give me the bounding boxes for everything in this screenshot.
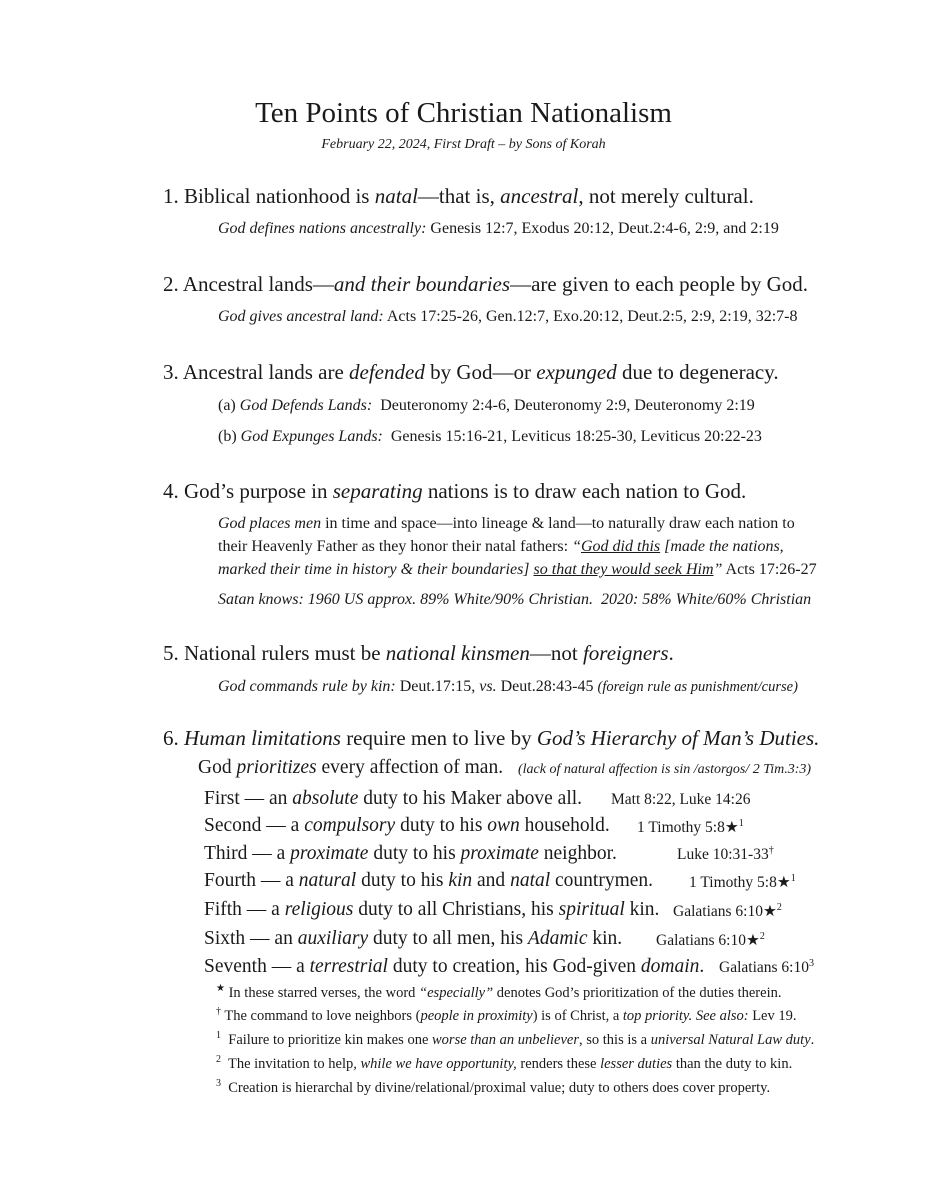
duty-seventh: Seventh — a terrestrial duty to creation, his God-given domain. bbox=[204, 956, 705, 977]
duty-sixth-ref: Galatians 6:10★$^2$ bbox=[656, 930, 765, 949]
page-subtitle: February 22, 2024, First Draft – by Sons of Korah bbox=[321, 137, 606, 152]
duty-third-ref: Luke 10:31-33† bbox=[677, 844, 774, 863]
duty-fourth-ref: 1 Timothy 5:8★$^1$ bbox=[689, 872, 796, 891]
footnote-star: ★ In these starred verses, the word “especially” denotes God’s prioritization of the duties therein. bbox=[216, 983, 782, 1001]
duty-sixth: Sixth — an auxiliary duty to all men, his Adamic kin. bbox=[204, 928, 623, 949]
duty-fifth-ref: Galatians 6:10★$^2$ bbox=[673, 901, 782, 920]
point-4-heading: 4. God’s purpose in separating nations is to draw each nation to God. bbox=[163, 479, 747, 503]
point-1-citation: God defines nations ancestrally: Genesis 12:7, Exodus 20:12, Deut.2:4-6, 2:9, and 2:19 bbox=[218, 220, 779, 237]
duty-fifth: Fifth — a religious duty to all Christians, his spiritual kin. bbox=[204, 899, 660, 920]
point-5-citation: God commands rule by kin: Deut.17:15, vs. Deut.28:43-45 (foreign rule as punishment/curse) bbox=[218, 678, 798, 695]
footnote-2: $^2$ The invitation to help, while we have opportunity, renders these lesser duties than the duty to kin. bbox=[216, 1054, 793, 1072]
point-3-sub-b: (b) God Expunges Lands: Genesis 15:16-21, Leviticus 18:25-30, Leviticus 20:22-23 bbox=[218, 428, 762, 445]
duty-fourth: Fourth — a natural duty to his kin and natal countrymen. bbox=[204, 870, 654, 891]
point-2-citation: God gives ancestral land: Acts 17:25-26, Gen.12:7, Exo.20:12, Deut.2:5, 2:9, 2:19, 32:7-8 bbox=[218, 308, 798, 325]
point-4-line-3: marked their time in history & their boundaries] so that they would seek Him” Acts 17:26-27 bbox=[218, 561, 817, 578]
point-4-statistics: Satan knows: 1960 US approx. 89% White/90% Christian. 2020: 58% White/60% Christian bbox=[218, 591, 812, 608]
footnote-3: $^3$ Creation is hierarchal by divine/relational/proximal value; duty to others does cover property. bbox=[216, 1078, 771, 1096]
duty-second: Second — a compulsory duty to his own household. bbox=[204, 815, 610, 836]
point-3-heading: 3. Ancestral lands are defended by God—or expunged due to degeneracy. bbox=[163, 360, 779, 384]
duty-first: First — an absolute duty to his Maker above all. bbox=[204, 788, 583, 809]
point-4-line-2: their Heavenly Father as they honor their natal fathers: “God did this [made the nations, bbox=[218, 538, 784, 555]
footnote-1: $^1$ Failure to prioritize kin makes one worse than an unbeliever, so this is a universal Natural Law duty. bbox=[216, 1030, 815, 1048]
duty-third: Third — a proximate duty to his proximate neighbor. bbox=[204, 843, 617, 864]
duty-first-ref: Matt 8:22, Luke 14:26 bbox=[611, 791, 751, 808]
point-5-heading: 5. National rulers must be national kinsmen—not foreigners. bbox=[163, 641, 674, 665]
point-4-line-1: God places men in time and space—into lineage & land—to naturally draw each nation to bbox=[218, 515, 795, 532]
page-title: Ten Points of Christian Nationalism bbox=[255, 97, 672, 129]
point-6-heading: 6. Human limitations require men to live by God’s Hierarchy of Man’s Duties. bbox=[163, 726, 820, 750]
duty-second-ref: 1 Timothy 5:8★$^1$ bbox=[637, 817, 744, 836]
point-1-heading: 1. Biblical nationhood is natal—that is, ancestral, not merely cultural. bbox=[163, 184, 754, 208]
footnote-dagger: † The command to love neighbors (people in proximity) is of Christ, a top priority. See also: Lev 19. bbox=[216, 1006, 797, 1024]
point-2-heading: 2. Ancestral lands—and their boundaries—are given to each people by God. bbox=[163, 272, 809, 296]
duty-seventh-ref: Galatians $6:10^3$ bbox=[719, 957, 814, 976]
point-6-intro: God prioritizes every affection of man. (lack of natural affection is sin /astorgos/ 2 Tim.3:3) bbox=[198, 757, 812, 778]
point-3-sub-a: (a) God Defends Lands: Deuteronomy 2:4-6, Deuteronomy 2:9, Deuteronomy 2:19 bbox=[218, 397, 755, 414]
